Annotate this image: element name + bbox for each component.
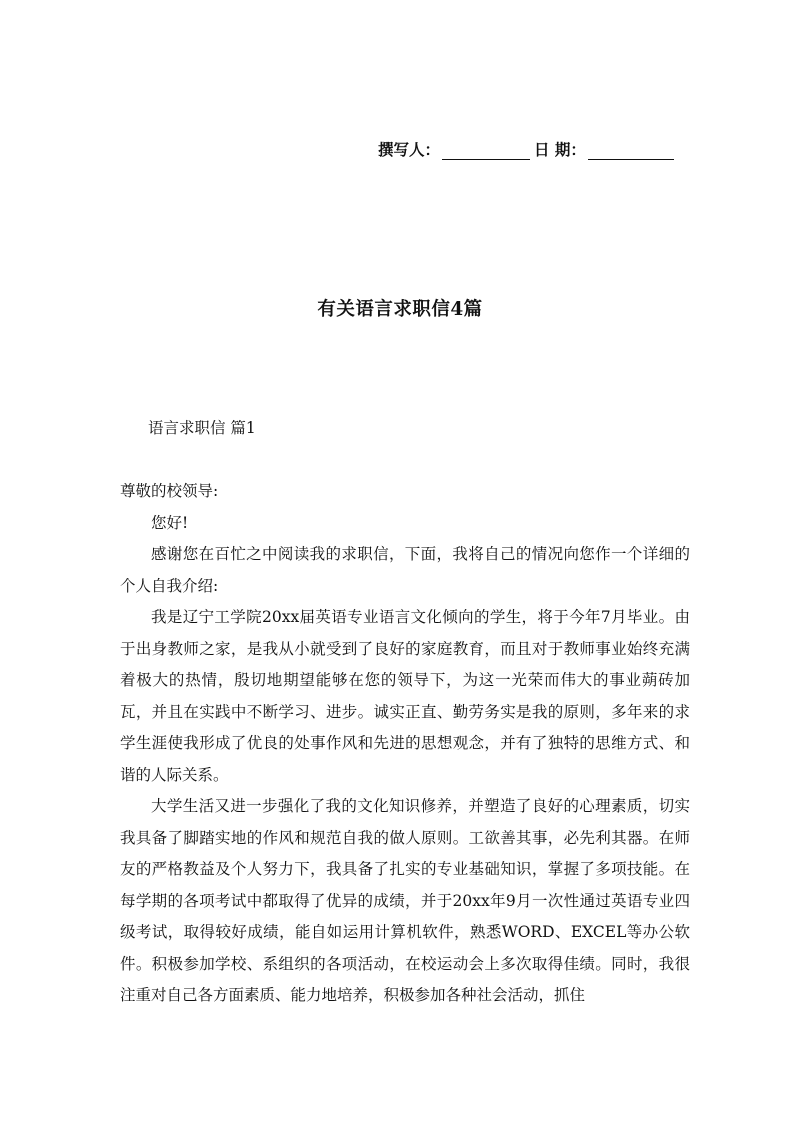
- date-label: 日 期：: [534, 140, 586, 159]
- paragraph: 我是辽宁工学院20xx届英语专业语言文化倾向的学生，将于今年7月毕业。由于出身教师之家，是我从小就受到了良好的家庭教育，而且对于教师事业始终充满着极大的热情，殷切地期望能够在您的领导下，为这一光荣而伟大的事业蒴砖加瓦，并且在实践中不断学习、进步。诚实正直、勤劳务实是我的原则，多年来的求学生涯使我形成了优良的处事作风和先进的思想观念，并有了独特的思维方式、和谐的人际关系。: [120, 608, 690, 784]
- greeting: 您好!: [151, 513, 189, 532]
- date-blank: [588, 143, 674, 160]
- section-heading: 语言求职信 篇1: [148, 419, 256, 437]
- salutation: 尊敬的校领导:: [120, 482, 219, 500]
- author-date-line: [378, 138, 674, 160]
- document-title: 有关语言求职信4篇: [317, 299, 483, 320]
- paragraph: 大学生活又进一步强化了我的文化知识修养，并塑造了良好的心理素质，切实我具备了脚踏实地的作风和规范自我的做人原则。工欲善其事，必先利其器。在师友的严格教益及个人努力下，我具备了扎实的专业基础知识，掌握了多项技能。在每学期的各项考试中都取得了优异的成绩，并于20xx年9月一次性通过英语专业四级考试，取得较好成绩，能自如运用计算机软件，熟悉WORD、EXCEL等办公软件。积极参加学校、系组织的各项活动，在校运动会上多次取得佳绩。同时，我很注重对自己各方面素质、能力地培养，积极参加各种社会活动，抓住: [120, 797, 690, 1004]
- author-blank: [442, 143, 530, 160]
- author-label: 撰写人：: [378, 140, 441, 159]
- paragraph: 感谢您在百忙之中阅读我的求职信，下面，我将自己的情况向您作一个详细的个人自我介绍:: [120, 545, 690, 595]
- letter-body: [120, 476, 690, 1012]
